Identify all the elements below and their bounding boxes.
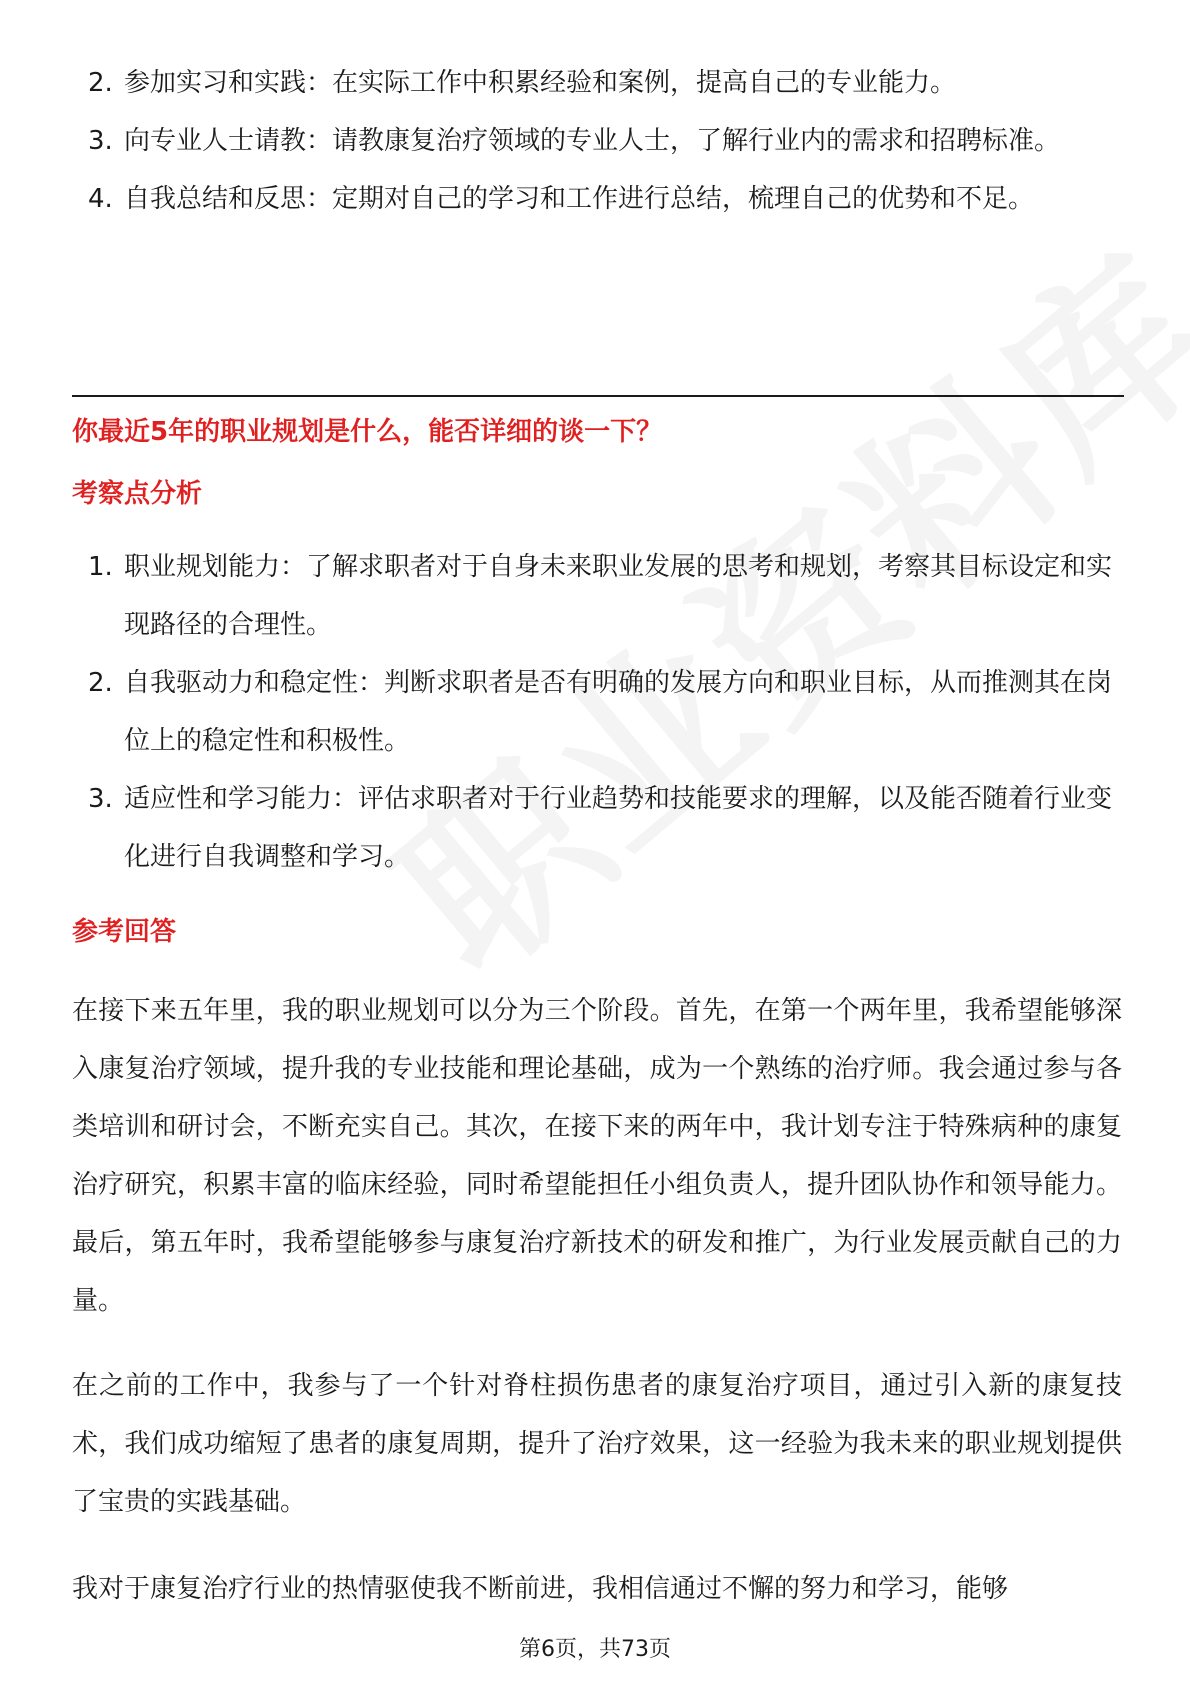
- list-item-text: 向专业人士请教：请教康复治疗领域的专业人士，了解行业内的需求和招聘标准。: [124, 126, 1061, 156]
- list-item-number: 2.: [88, 668, 113, 698]
- section-divider: [72, 395, 1124, 397]
- answer-paragraph: 在之前的工作中，我参与了一个针对脊柱损伤患者的康复治疗项目，通过引入新的康复技术，我们成功缩短了患者的康复周期，提升了治疗效果，这一经验为我未来的职业规划提供了宝贵的实践基础。: [72, 1371, 1122, 1517]
- list-item-text: 自我总结和反思：定期对自己的学习和工作进行总结，梳理自己的优势和不足。: [124, 184, 1035, 214]
- list-item-text: 适应性和学习能力：评估求职者对于行业趋势和技能要求的理解，以及能否随着行业变化进行自我调整和学习。: [124, 784, 1113, 872]
- list-item: [80, 538, 1120, 654]
- list-item-text: 职业规划能力：了解求职者对于自身未来职业发展的思考和规划，考察其目标设定和实现路径的合理性。: [124, 552, 1113, 640]
- answer-heading: 参考回答: [72, 917, 177, 947]
- list-item-text: 参加实习和实践：在实际工作中积累经验和案例，提高自己的专业能力。: [124, 68, 957, 98]
- analysis-list: [80, 538, 1120, 886]
- list-item-number: 4.: [88, 184, 113, 214]
- answer-paragraph: 在接下来五年里，我的职业规划可以分为三个阶段。首先，在第一个两年里，我希望能够深入康复治疗领域，提升我的专业技能和理论基础，成为一个熟练的治疗师。我会通过参与各类培训和研讨会，不断充实自己。其次，在接下来的两年中，我计划专注于特殊病种的康复治疗研究，积累丰富的临床经验，同时希望能担任小组负责人，提升团队协作和领导能力。最后，第五年时，我希望能够参与康复治疗新技术的研发和推广，为行业发展贡献自己的力量。: [72, 996, 1122, 1316]
- list-item: [80, 54, 1120, 112]
- list-item-number: 3.: [88, 784, 113, 814]
- list-item-number: 2.: [88, 68, 113, 98]
- list-item: [80, 170, 1120, 228]
- answer-paragraph: 我对于康复治疗行业的热情驱使我不断前进，我相信通过不懈的努力和学习，能够: [72, 1574, 1009, 1604]
- list-item: [80, 770, 1120, 886]
- page-number: 第6页，共73页: [519, 1637, 671, 1662]
- list-item-text: 自我驱动力和稳定性：判断求职者是否有明确的发展方向和职业目标，从而推测其在岗位上的稳定性和积极性。: [124, 668, 1113, 756]
- list-item-number: 3.: [88, 126, 113, 156]
- prep-steps-list: [80, 54, 1120, 228]
- list-item-number: 1.: [88, 552, 113, 582]
- analysis-heading: 考察点分析: [72, 479, 203, 509]
- list-item: [80, 112, 1120, 170]
- list-item: [80, 654, 1120, 770]
- interview-question: 你最近5年的职业规划是什么，能否详细的谈一下？: [72, 417, 663, 447]
